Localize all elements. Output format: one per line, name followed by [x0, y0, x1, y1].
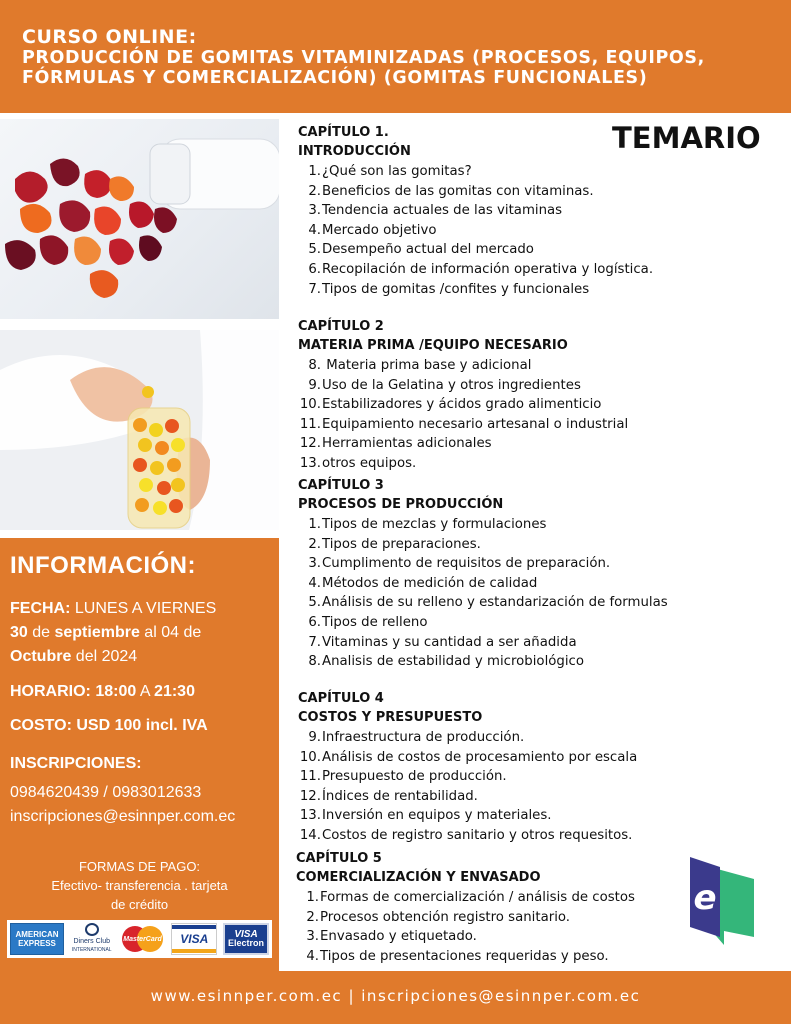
info-panel: [0, 538, 279, 971]
mastercard-text: MasterCard: [123, 935, 162, 943]
schedule-end: 21:30: [154, 683, 195, 700]
syllabus-item: [298, 182, 653, 202]
chapter-name: COMERCIALIZACIÓN Y ENVASADO: [296, 870, 541, 885]
item-number: 1.: [308, 517, 321, 532]
chapter-2: [298, 317, 628, 474]
syllabus-item: [298, 395, 628, 415]
item-text: Uso de la Gelatina y otros ingredientes: [322, 377, 581, 393]
schedule-label: HORARIO:: [10, 683, 96, 700]
chapter-items: [298, 515, 668, 672]
item-number: 8.: [308, 654, 321, 670]
chapter-items: [298, 728, 637, 846]
syllabus-item: [298, 356, 628, 376]
vitamin-jar-photo: [0, 330, 279, 530]
syllabus-item: [298, 806, 637, 826]
item-number: 7.: [308, 634, 321, 650]
item-number: 4.: [308, 222, 321, 238]
course-title-line1: PRODUCCIÓN DE GOMITAS VITAMINIZADAS (PROCESOS, EQUIPOS,: [22, 48, 705, 68]
item-number: 3.: [308, 203, 321, 219]
date-start-day: 30: [10, 624, 28, 641]
syllabus-item: [296, 888, 635, 908]
item-number: 6.: [308, 261, 321, 277]
item-text: Herramientas adicionales: [322, 436, 492, 452]
item-number: 3.: [308, 556, 321, 572]
item-text: Presupuesto de producción.: [322, 769, 507, 785]
item-number: 4.: [306, 948, 319, 964]
svg-text:e: e: [693, 878, 717, 918]
date-info: [10, 597, 269, 669]
syllabus-item: [298, 652, 668, 672]
syllabus-item: [298, 415, 628, 435]
item-text: Tipos de gomitas /confites y funcionales: [322, 281, 590, 297]
chapter-name: COSTOS Y PRESUPUESTO: [298, 710, 483, 725]
amex-logo: AMERICAN EXPRESS: [10, 923, 64, 955]
item-number: 8.: [308, 358, 321, 373]
syllabus-item: [298, 376, 628, 396]
chapter-name: INTRODUCCIÓN: [298, 144, 411, 159]
item-text: Análisis de su relleno y estandarización de formulas: [322, 595, 668, 611]
syllabus-item: [298, 240, 653, 260]
item-number: 11.: [299, 416, 321, 432]
payment-line2: de crédito: [110, 897, 169, 912]
syllabus-item: [298, 221, 653, 241]
chapter-1: [298, 123, 653, 299]
schedule-info: [10, 683, 269, 701]
date-label: FECHA:: [10, 600, 71, 617]
item-number: 6.: [308, 614, 321, 630]
phone-numbers: 0984620439 / 0983012633: [10, 784, 202, 801]
item-number: 12.: [299, 788, 321, 804]
item-text: Recopilación de información operativa y logística.: [322, 261, 654, 277]
registration-label: INSCRIPCIONES:: [10, 755, 142, 772]
item-text: Índices de rentabilidad.: [322, 788, 478, 804]
syllabus-item: [298, 535, 668, 555]
syllabus-title: TEMARIO: [612, 121, 761, 155]
diners-text: Diners Club: [73, 938, 111, 945]
item-number: 5.: [308, 242, 321, 258]
mastercard-logo: [120, 923, 166, 955]
item-number: 11.: [299, 769, 321, 785]
registration-contacts: [10, 781, 269, 829]
item-text: Estabilizadores y ácidos grado alimenticio: [322, 397, 602, 413]
item-number: 2.: [306, 909, 319, 925]
syllabus-item: [298, 554, 668, 574]
item-text: Desempeño actual del mercado: [322, 242, 534, 258]
item-number: 9.: [308, 377, 321, 393]
payment-line1: Efectivo- transferencia . tarjeta: [51, 878, 228, 893]
payment-title: FORMAS DE PAGO:: [78, 859, 201, 874]
item-text: otros equipos.: [322, 455, 417, 471]
diners-circle-icon: [85, 923, 99, 936]
syllabus-item: [298, 515, 668, 535]
syllabus-item: [298, 454, 628, 474]
chapter-name: PROCESOS DE PRODUCCIÓN: [298, 497, 504, 512]
item-number: 13.: [299, 808, 321, 824]
syllabus-item: [296, 908, 635, 928]
visa-electron-logo: [223, 923, 269, 955]
item-number: 1.: [308, 164, 321, 179]
course-title-line2: FÓRMULAS Y COMERCIALIZACIÓN) (GOMITAS FUNCIONALES): [22, 68, 648, 88]
item-text: Análisis de costos de procesamiento por escala: [322, 749, 638, 765]
chapter-3: [298, 476, 668, 672]
registration-email[interactable]: inscripciones@esinnper.com.ec: [10, 808, 236, 825]
visa-electron-bottom: Electron: [227, 938, 264, 948]
visa-text: VISA: [180, 932, 209, 946]
item-text: ¿Qué son las gomitas?: [322, 164, 472, 179]
syllabus-item: [298, 633, 668, 653]
date-year: del 2024: [71, 648, 138, 665]
chapter-name: MATERIA PRIMA /EQUIPO NECESARIO: [298, 338, 568, 353]
item-text: Envasado y etiquetado.: [320, 929, 477, 945]
item-number: 12.: [299, 436, 321, 452]
info-title: INFORMACIÓN:: [10, 552, 196, 579]
schedule-start: 18:00: [95, 683, 137, 700]
item-number: 13.: [299, 455, 321, 471]
syllabus-item: [298, 826, 637, 846]
item-text: Tipos de relleno: [322, 614, 428, 630]
visa-logo: [171, 923, 217, 955]
syllabus-item: [298, 728, 637, 748]
item-text: Inversión en equipos y materiales.: [322, 808, 552, 824]
item-text: Formas de comercialización / análisis de costos: [320, 890, 635, 905]
item-text: Procesos obtención registro sanitario.: [320, 909, 571, 925]
item-text: Analisis de estabilidad y microbiológico: [322, 654, 584, 670]
syllabus-item: [298, 748, 637, 768]
item-text: Infraestructura de producción.: [322, 730, 525, 745]
payment-methods: [10, 857, 269, 914]
date-de: de: [27, 624, 55, 641]
syllabus-item: [298, 767, 637, 787]
visa-electron-top: VISA: [234, 929, 258, 940]
gummies-photo: [0, 119, 279, 319]
chapter-items: [298, 356, 628, 474]
syllabus-item: [298, 787, 637, 807]
item-number: 2.: [308, 183, 321, 199]
item-text: Cumplimento de requisitos de preparación.: [322, 556, 611, 572]
syllabus-item: [298, 574, 668, 594]
syllabus-item: [298, 201, 653, 221]
item-text: Equipamiento necesario artesanal o industrial: [322, 416, 629, 432]
syllabus-item: [298, 613, 668, 633]
item-number: 2.: [308, 536, 321, 552]
chapter-items: [298, 162, 653, 299]
date-end-month: Octubre: [10, 648, 72, 665]
item-number: 5.: [308, 595, 321, 611]
course-type: CURSO ONLINE:: [22, 26, 197, 48]
cost-info: COSTO: USD 100 incl. IVA: [10, 717, 208, 734]
item-text: Materia prima base y adicional: [322, 358, 532, 373]
syllabus-item: [298, 434, 628, 454]
date-days: LUNES A VIERNES: [70, 600, 217, 617]
item-number: 10.: [299, 749, 321, 765]
syllabus-item: [296, 927, 635, 947]
item-text: Tendencia actuales de las vitaminas: [322, 203, 563, 219]
payment-cards: [7, 920, 272, 958]
item-number: 1.: [306, 890, 319, 905]
schedule-a: A: [136, 683, 155, 700]
chapter-label: CAPÍTULO 3: [298, 478, 384, 493]
syllabus-item: [298, 260, 653, 280]
syllabus-item: [298, 280, 653, 300]
chapter-5: [296, 849, 635, 966]
chapter-label: CAPÍTULO 1.: [298, 125, 389, 140]
diners-subtext: INTERNATIONAL: [71, 947, 112, 953]
item-number: 3.: [306, 929, 319, 945]
course-header: [0, 0, 791, 113]
chapter-4: [298, 689, 637, 846]
item-text: Tipos de preparaciones.: [322, 536, 481, 552]
footer-contact[interactable]: www.esinnper.com.ec | inscripciones@esinnper.com.ec: [0, 971, 791, 1024]
date-start-month: septiembre: [54, 624, 140, 641]
item-number: 7.: [308, 281, 321, 297]
item-text: Vitaminas y su cantidad a ser añadida: [322, 634, 577, 650]
item-number: 14.: [299, 827, 321, 843]
item-text: Costos de registro sanitario y otros requesitos.: [322, 827, 633, 843]
syllabus-item: [298, 593, 668, 613]
chapter-items: [296, 888, 635, 966]
item-number: 10.: [299, 397, 321, 413]
chapter-label: CAPÍTULO 5: [296, 851, 382, 866]
date-mid: al 04 de: [139, 624, 202, 641]
item-number: 9.: [308, 730, 321, 745]
item-text: Tipos de presentaciones requeridas y peso.: [320, 948, 609, 964]
item-text: Mercado objetivo: [322, 222, 437, 238]
item-text: Tipos de mezclas y formulaciones: [322, 517, 547, 532]
item-text: Beneficios de las gomitas con vitaminas.: [322, 183, 594, 199]
syllabus-item: [298, 162, 653, 182]
item-text: Métodos de medición de calidad: [322, 575, 538, 591]
item-number: 4.: [308, 575, 321, 591]
syllabus-item: [296, 947, 635, 967]
esinnper-logo: [690, 857, 754, 945]
chapter-label: CAPÍTULO 4: [298, 691, 384, 706]
diners-logo: [70, 923, 114, 955]
chapter-label: CAPÍTULO 2: [298, 319, 384, 334]
